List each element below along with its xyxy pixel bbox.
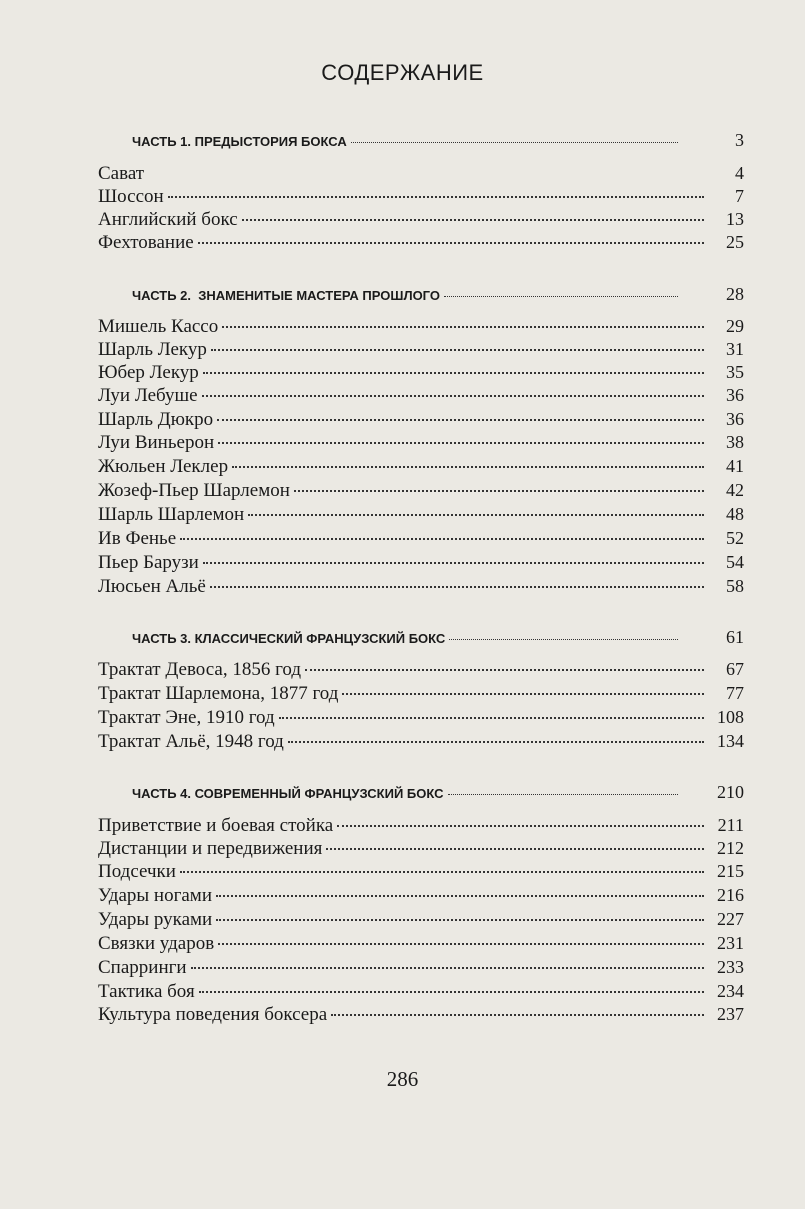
page-ref: 61 xyxy=(726,627,744,647)
entry-title: Удары ногами xyxy=(98,885,212,906)
page-ref: 13 xyxy=(726,209,744,229)
dot-leader xyxy=(337,825,704,827)
dot-leader xyxy=(331,1014,704,1016)
toc-entry xyxy=(98,480,744,502)
dot-leader xyxy=(351,142,678,143)
part-heading xyxy=(132,627,744,648)
dot-leader xyxy=(305,669,704,671)
toc-entry xyxy=(98,838,744,860)
toc-entry xyxy=(98,552,744,574)
toc-entry xyxy=(98,456,744,478)
toc-entry xyxy=(98,731,744,753)
dot-leader xyxy=(232,466,704,468)
toc-entry xyxy=(98,186,744,208)
toc-entry xyxy=(98,933,744,955)
dot-leader xyxy=(216,895,704,897)
toc-entry xyxy=(98,209,744,231)
dot-leader xyxy=(202,395,704,397)
page-ref: 231 xyxy=(717,933,744,953)
toc-entry xyxy=(98,576,744,598)
toc-entry xyxy=(98,316,744,338)
dot-leader xyxy=(222,326,704,328)
entry-title: Дистанции и передвижения xyxy=(98,838,323,859)
dot-leader xyxy=(191,967,704,969)
dot-leader xyxy=(210,586,704,588)
dot-leader xyxy=(218,442,704,444)
page-ref: 212 xyxy=(717,838,744,858)
entry-title: Жюльен Леклер xyxy=(98,456,229,477)
dot-leader xyxy=(288,741,704,743)
page-ref: 35 xyxy=(726,362,744,382)
part-title: ЧАСТЬ 3. КЛАССИЧЕСКИЙ ФРАНЦУЗСКИЙ БОКС xyxy=(132,631,446,646)
toc-entry xyxy=(98,683,744,705)
dot-leader xyxy=(148,173,704,175)
entry-title: Шоссон xyxy=(98,186,164,207)
toc-entry xyxy=(98,885,744,907)
page-ref: 42 xyxy=(726,480,744,500)
entry-title: Пьер Барузи xyxy=(98,552,199,573)
part-heading xyxy=(132,130,744,151)
page-ref: 108 xyxy=(717,707,744,727)
page-ref: 227 xyxy=(717,909,744,929)
entry-title: Ив Фенье xyxy=(98,528,177,549)
dot-leader xyxy=(198,242,704,244)
dot-leader xyxy=(180,871,704,873)
page-ref: 31 xyxy=(726,339,744,359)
page-ref: 36 xyxy=(726,385,744,405)
toc-entry xyxy=(98,659,744,681)
dot-leader xyxy=(248,514,704,516)
entry-title: Трактат Девоса, 1856 год xyxy=(98,659,302,680)
toc-entry xyxy=(98,861,744,883)
toc-entry xyxy=(98,909,744,931)
dot-leader xyxy=(211,349,704,351)
page-ref: 48 xyxy=(726,504,744,524)
entry-title: Трактат Эне, 1910 год xyxy=(98,707,275,728)
toc-entry xyxy=(98,163,744,185)
page-ref: 28 xyxy=(726,284,744,304)
toc-entry xyxy=(98,528,744,550)
page-ref: 67 xyxy=(726,659,744,679)
page-ref: 215 xyxy=(717,861,744,881)
entry-title: Луи Лебуше xyxy=(98,385,198,406)
page-ref: 210 xyxy=(717,782,744,802)
toc-entry xyxy=(98,385,744,407)
dot-leader xyxy=(448,794,678,795)
part-heading xyxy=(132,284,744,305)
part-title: ЧАСТЬ 2. ЗНАМЕНИТЫЕ МАСТЕРА ПРОШЛОГО xyxy=(132,288,440,303)
dot-leader xyxy=(217,419,704,421)
part-title: ЧАСТЬ 1. ПРЕДЫСТОРИЯ БОКСА xyxy=(132,134,347,149)
entry-title: Связки ударов xyxy=(98,933,215,954)
page-ref: 233 xyxy=(717,957,744,977)
entry-title: Жозеф-Пьер Шарлемон xyxy=(98,480,290,501)
entry-title: Мишель Кассо xyxy=(98,316,219,337)
page-ref: 29 xyxy=(726,316,744,336)
page-ref: 36 xyxy=(726,409,744,429)
entry-title: Шарль Дюкро xyxy=(98,409,214,430)
page-ref: 41 xyxy=(726,456,744,476)
page-ref: 77 xyxy=(726,683,744,703)
entry-title: Шарль Шарлемон xyxy=(98,504,245,525)
page-ref: 4 xyxy=(735,163,744,183)
page-ref: 134 xyxy=(717,731,744,751)
entry-title: Спарринги xyxy=(98,957,187,978)
toc-entry xyxy=(98,432,744,454)
toc-entry xyxy=(98,362,744,384)
page-number: 286 xyxy=(386,1067,419,1091)
dot-leader xyxy=(168,196,704,198)
page-ref: 211 xyxy=(717,815,744,835)
part-heading xyxy=(132,782,744,803)
entry-title: Шарль Лекур xyxy=(98,339,207,360)
entry-title: Английский бокс xyxy=(98,209,238,230)
toc-entry xyxy=(98,815,744,837)
dot-leader xyxy=(180,538,704,540)
entry-title: Фехтование xyxy=(98,232,194,253)
page-title: СОДЕРЖАНИЕ xyxy=(321,60,484,85)
entry-title: Люсьен Альё xyxy=(98,576,206,597)
entry-title: Луи Виньерон xyxy=(98,432,215,453)
entry-title: Юбер Лекур xyxy=(98,362,199,383)
entry-title: Трактат Шарлемона, 1877 год xyxy=(98,683,339,704)
entry-title: Приветствие и боевая стойка xyxy=(98,815,334,836)
toc-entry xyxy=(98,409,744,431)
toc-entry xyxy=(98,1004,744,1026)
entry-title: Удары руками xyxy=(98,909,213,930)
entry-title: Сават xyxy=(98,163,145,184)
part-title: ЧАСТЬ 4. СОВРЕМЕННЫЙ ФРАНЦУЗСКИЙ БОКС xyxy=(132,786,444,801)
toc-entry xyxy=(98,339,744,361)
page-ref: 54 xyxy=(726,552,744,572)
page-ref: 25 xyxy=(726,232,744,252)
toc-entry xyxy=(98,504,744,526)
page-ref: 52 xyxy=(726,528,744,548)
dot-leader xyxy=(449,639,678,640)
entry-title: Тактика боя xyxy=(98,981,195,1002)
dot-leader xyxy=(444,296,678,297)
toc-entry xyxy=(98,981,744,1003)
dot-leader xyxy=(279,717,704,719)
page-ref: 38 xyxy=(726,432,744,452)
entry-title: Подсечки xyxy=(98,861,176,882)
dot-leader xyxy=(218,943,704,945)
dot-leader xyxy=(203,562,704,564)
entry-title: Трактат Альё, 1948 год xyxy=(98,731,284,752)
dot-leader xyxy=(242,219,704,221)
entry-title: Культура поведения боксера xyxy=(98,1004,328,1025)
page-ref: 216 xyxy=(717,885,744,905)
dot-leader xyxy=(199,991,704,993)
dot-leader xyxy=(294,490,704,492)
page-ref: 237 xyxy=(717,1004,744,1024)
toc-entry xyxy=(98,957,744,979)
page-ref: 3 xyxy=(735,130,744,150)
page-ref: 7 xyxy=(735,186,744,206)
toc-entry xyxy=(98,707,744,729)
page-ref: 234 xyxy=(717,981,744,1001)
dot-leader xyxy=(216,919,704,921)
dot-leader xyxy=(203,372,704,374)
dot-leader xyxy=(326,848,704,850)
page-ref: 58 xyxy=(726,576,744,596)
toc-entry xyxy=(98,232,744,254)
dot-leader xyxy=(342,693,704,695)
